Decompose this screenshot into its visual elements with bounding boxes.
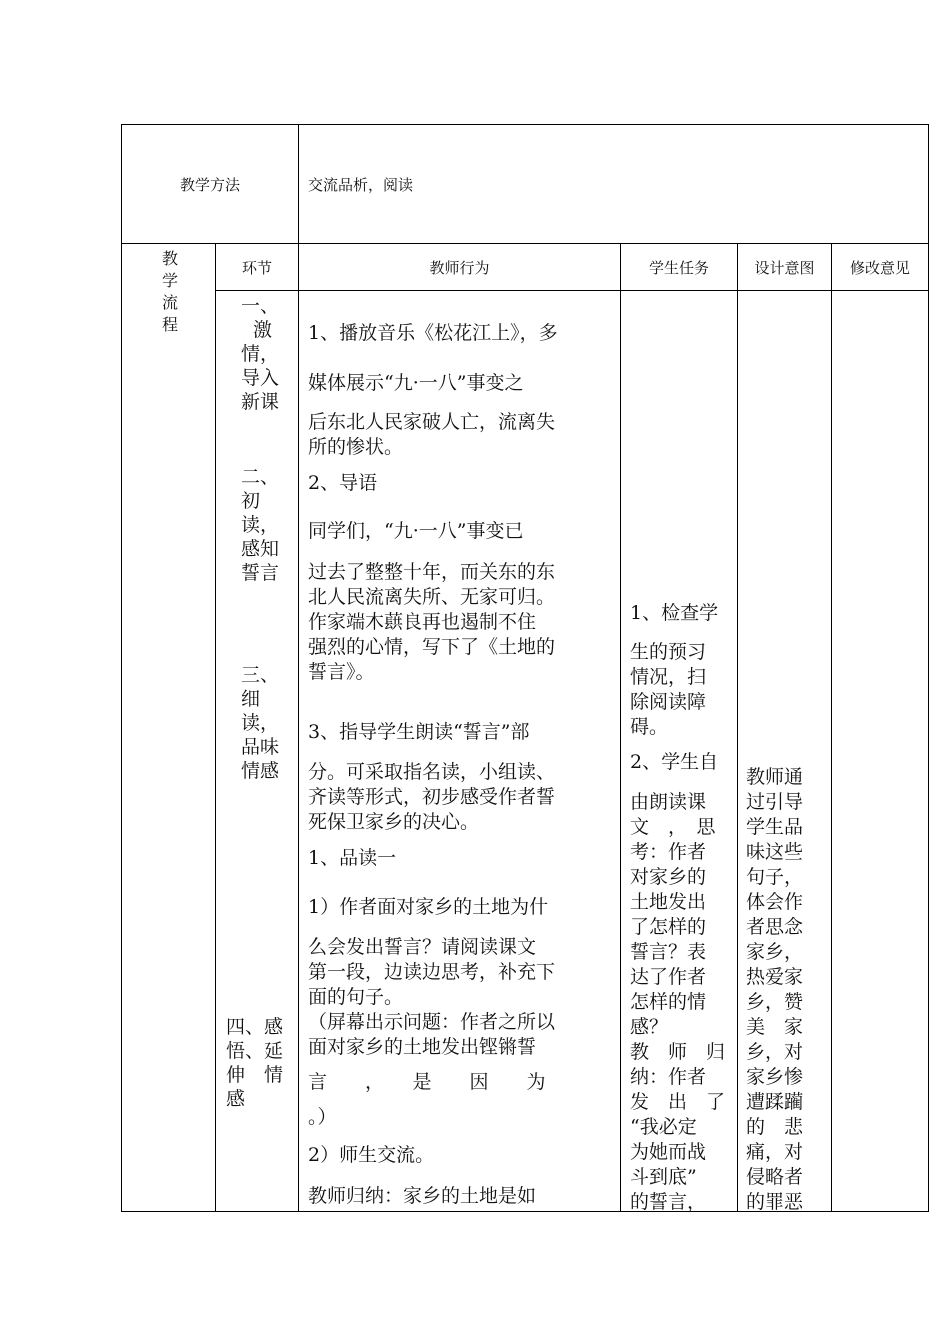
header-row-divider bbox=[215, 290, 929, 291]
table-right-border bbox=[928, 124, 929, 1212]
table-left-border bbox=[121, 124, 122, 1212]
stage-4: 四、感 悟、延 伸 情 感 bbox=[226, 1016, 284, 1110]
column-divider bbox=[831, 243, 832, 1212]
stage-1: 一、 激 情， 导入 新课 bbox=[241, 295, 280, 413]
header-stage: 环节 bbox=[241, 259, 272, 277]
header-teacher: 教师行为 bbox=[429, 259, 490, 277]
table-row-divider bbox=[121, 243, 929, 244]
stage-3: 三、 细 读， 品味 情感 bbox=[241, 664, 280, 782]
method-label: 教学方法 bbox=[179, 176, 240, 194]
table-top-border bbox=[121, 124, 929, 125]
method-value: 交流品析，阅读 bbox=[308, 176, 414, 194]
column-divider bbox=[620, 243, 621, 1212]
stage-2: 二、 初 读， 感知 誓言 bbox=[241, 466, 280, 584]
table-bottom-border bbox=[121, 1211, 929, 1212]
header-student: 学生任务 bbox=[648, 259, 709, 277]
header-design: 设计意图 bbox=[754, 259, 815, 277]
flow-label: 教 学 流 程 bbox=[161, 249, 178, 334]
column-divider bbox=[298, 124, 299, 1212]
column-divider bbox=[215, 243, 216, 1212]
header-revise: 修改意见 bbox=[849, 259, 910, 277]
column-divider bbox=[737, 243, 738, 1212]
